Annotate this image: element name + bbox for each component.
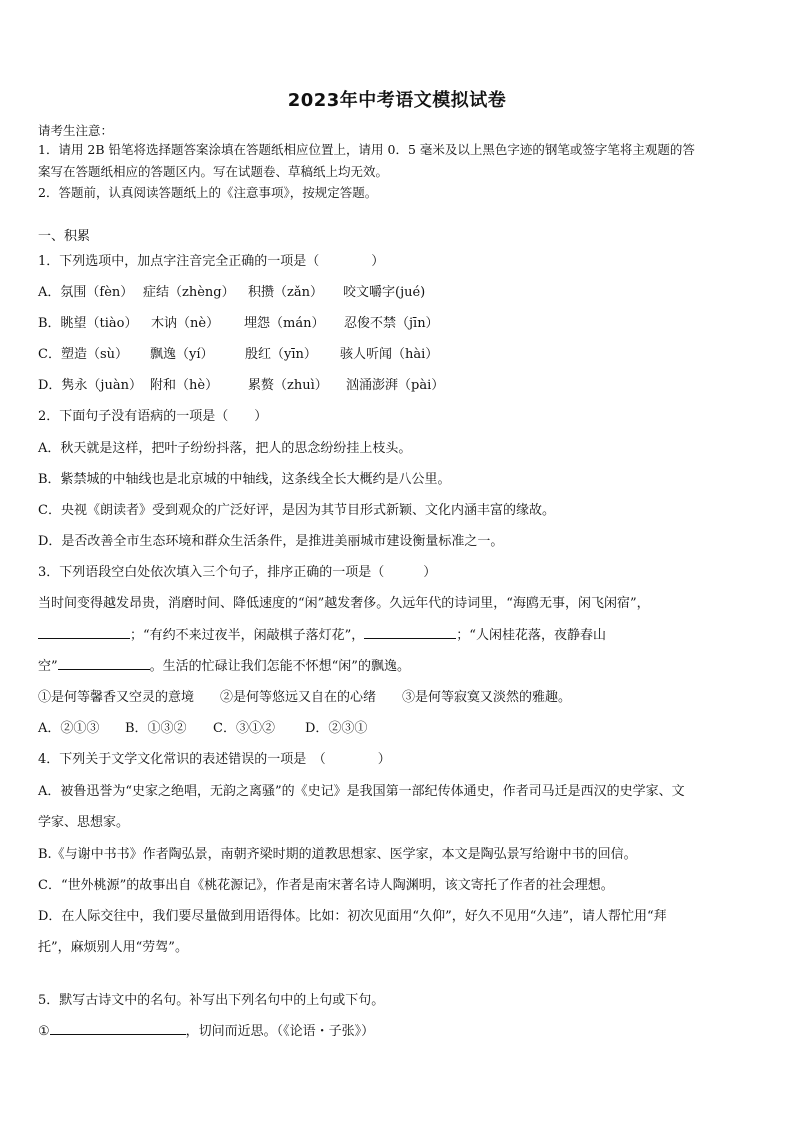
q2-option-a: A．秋天就是这样，把叶子纷纷抖落，把人的思念纷纷挂上枝头。 <box>38 441 412 456</box>
q3-option-b: B．①③② <box>125 721 187 736</box>
q3-blank-3[interactable] <box>58 657 150 670</box>
q3-sentences: ①是何等馨香又空灵的意境 ②是何等悠远又自在的心绪 ③是何等寂寞又淡然的雅趣。 <box>38 690 572 705</box>
q3-blank-2[interactable] <box>364 626 456 639</box>
q3-option-d: D．②③① <box>305 721 368 736</box>
q4-option-d-line-1: D．在人际交往中，我们要尽量做到用语得体。比如：初次见面用“久仰”，好久不见用“久违”，请人帮忙用“拜 <box>38 909 667 924</box>
q1-a-word-1: A．氛围（fèn） <box>38 285 134 300</box>
q3-passage-line-1: 当时间变得越发昂贵，消磨时间、降低速度的“闲”越发奢侈。久远年代的诗词里，“海鸥无事，闲飞闲宿”， <box>38 596 650 611</box>
q1-a-word-3: 积攒（zǎn） <box>248 285 323 300</box>
q2-stem: 2．下面句子没有语病的一项是（ ） <box>38 409 268 424</box>
q3-option-c: C．③①② <box>213 721 275 736</box>
q3-passage-segment-4: 。生活的忙碌让我们怎能不怀想“闲”的飘逸。 <box>149 659 410 674</box>
q3-passage-segment-2: ；“人闲桂花落，夜静春山 <box>456 628 606 643</box>
q3-stem: 3．下列语段空白处依次填入三个句子，排序正确的一项是（ ） <box>38 565 437 580</box>
q1-b-word-1: B．眺望（tiào） <box>38 316 138 331</box>
q1-d-word-4: 汹涌澎湃（pài） <box>346 378 445 393</box>
notice-item-1-line-1: 1．请用 2B 铅笔将选择题答案涂填在答题纸相应位置上，请用 0．5 毫米及以上黑色字迹的钢笔或签字笔将主观题的答 <box>38 142 695 157</box>
q1-b-word-4: 忍俊不禁（jīn） <box>344 316 439 331</box>
q1-b-word-2: 木讷（nè） <box>151 316 220 331</box>
q1-option-a <box>38 281 425 300</box>
q1-option-d <box>38 374 444 393</box>
q3-passage-line-2 <box>38 624 606 643</box>
q3-options <box>38 717 367 736</box>
q1-d-word-2: 附和（hè） <box>150 378 219 393</box>
q4-option-a-line-2: 学家、思想家。 <box>38 815 130 830</box>
q5-stem: 5．默写古诗文中的名句。补写出下列名句中的上句或下句。 <box>38 993 385 1008</box>
q4-option-d-line-2: 托”，麻烦别人用“劳驾”。 <box>38 940 188 955</box>
q3-passage-segment-3: 空” <box>38 659 58 674</box>
notice-heading: 请考生注意： <box>38 123 114 138</box>
q5-item-1-text: ，切问而近思。（《论语・子张》） <box>185 1024 375 1039</box>
q2-option-d: D．是否改善全市生态环境和群众生活条件，是推进美丽城市建设衡量标准之一。 <box>38 534 504 549</box>
q4-stem: 4．下列关于文学文化常识的表述错误的一项是 （ ） <box>38 752 391 767</box>
page-title: 2023年中考语文模拟试卷 <box>287 90 507 111</box>
q1-d-word-3: 累赘（zhuì） <box>248 378 328 393</box>
q5-item-1 <box>38 1020 374 1039</box>
q1-b-word-3: 埋怨（mán） <box>244 316 325 331</box>
q1-d-word-1: D．隽永（juàn） <box>38 378 142 393</box>
q1-stem: 1．下列选项中，加点字注音完全正确的一项是（ ） <box>38 254 385 269</box>
notice-item-2: 2．答题前，认真阅读答题纸上的《注意事项》，按规定答题。 <box>38 185 378 200</box>
q2-option-c: C．央视《朗读者》受到观众的广泛好评，是因为其节目形式新颖、文化内涵丰富的缘故。 <box>38 503 555 518</box>
q3-passage-segment-1: ；“有约不来过夜半，闲敲棋子落灯花”， <box>130 628 365 643</box>
q2-option-b: B．紫禁城的中轴线也是北京城的中轴线，这条线全长大概约是八公里。 <box>38 472 451 487</box>
q5-item-1-number: ① <box>38 1024 50 1039</box>
q1-a-word-4: 咬文嚼字(jué) <box>343 285 426 300</box>
q3-option-a: A．②①③ <box>38 721 100 736</box>
q1-c-word-1: C．塑造（sù） <box>38 347 128 362</box>
q5-blank-1[interactable] <box>50 1022 186 1035</box>
q1-c-word-3: 殷红（yīn） <box>245 347 317 362</box>
q1-c-word-4: 骇人听闻（hài） <box>340 347 439 362</box>
notice-item-1-line-2: 案写在答题纸相应的答题区内。写在试题卷、草稿纸上均无效。 <box>38 164 389 179</box>
q1-option-b <box>38 312 439 331</box>
section-heading: 一、积累 <box>38 229 91 244</box>
q4-option-c: C．“世外桃源”的故事出自《桃花源记》，作者是南宋著名诗人陶渊明，该文寄托了作者的社会理想。 <box>38 878 614 893</box>
q3-blank-1[interactable] <box>38 626 130 639</box>
q1-c-word-2: 飘逸（yí） <box>150 347 214 362</box>
q3-passage-line-3 <box>38 655 410 674</box>
q1-a-word-2: 症结（zhèng） <box>143 285 235 300</box>
q4-option-b: B.《与谢中书书》作者陶弘景，南朝齐梁时期的道教思想家、医学家，本文是陶弘景写给谢中书的回信。 <box>38 847 637 862</box>
q4-option-a-line-1: A．被鲁迅誉为“史家之绝唱，无韵之离骚”的《史记》是我国第一部纪传体通史，作者司马迁是西汉的史学家、文 <box>38 784 685 799</box>
q1-option-c <box>38 343 438 362</box>
